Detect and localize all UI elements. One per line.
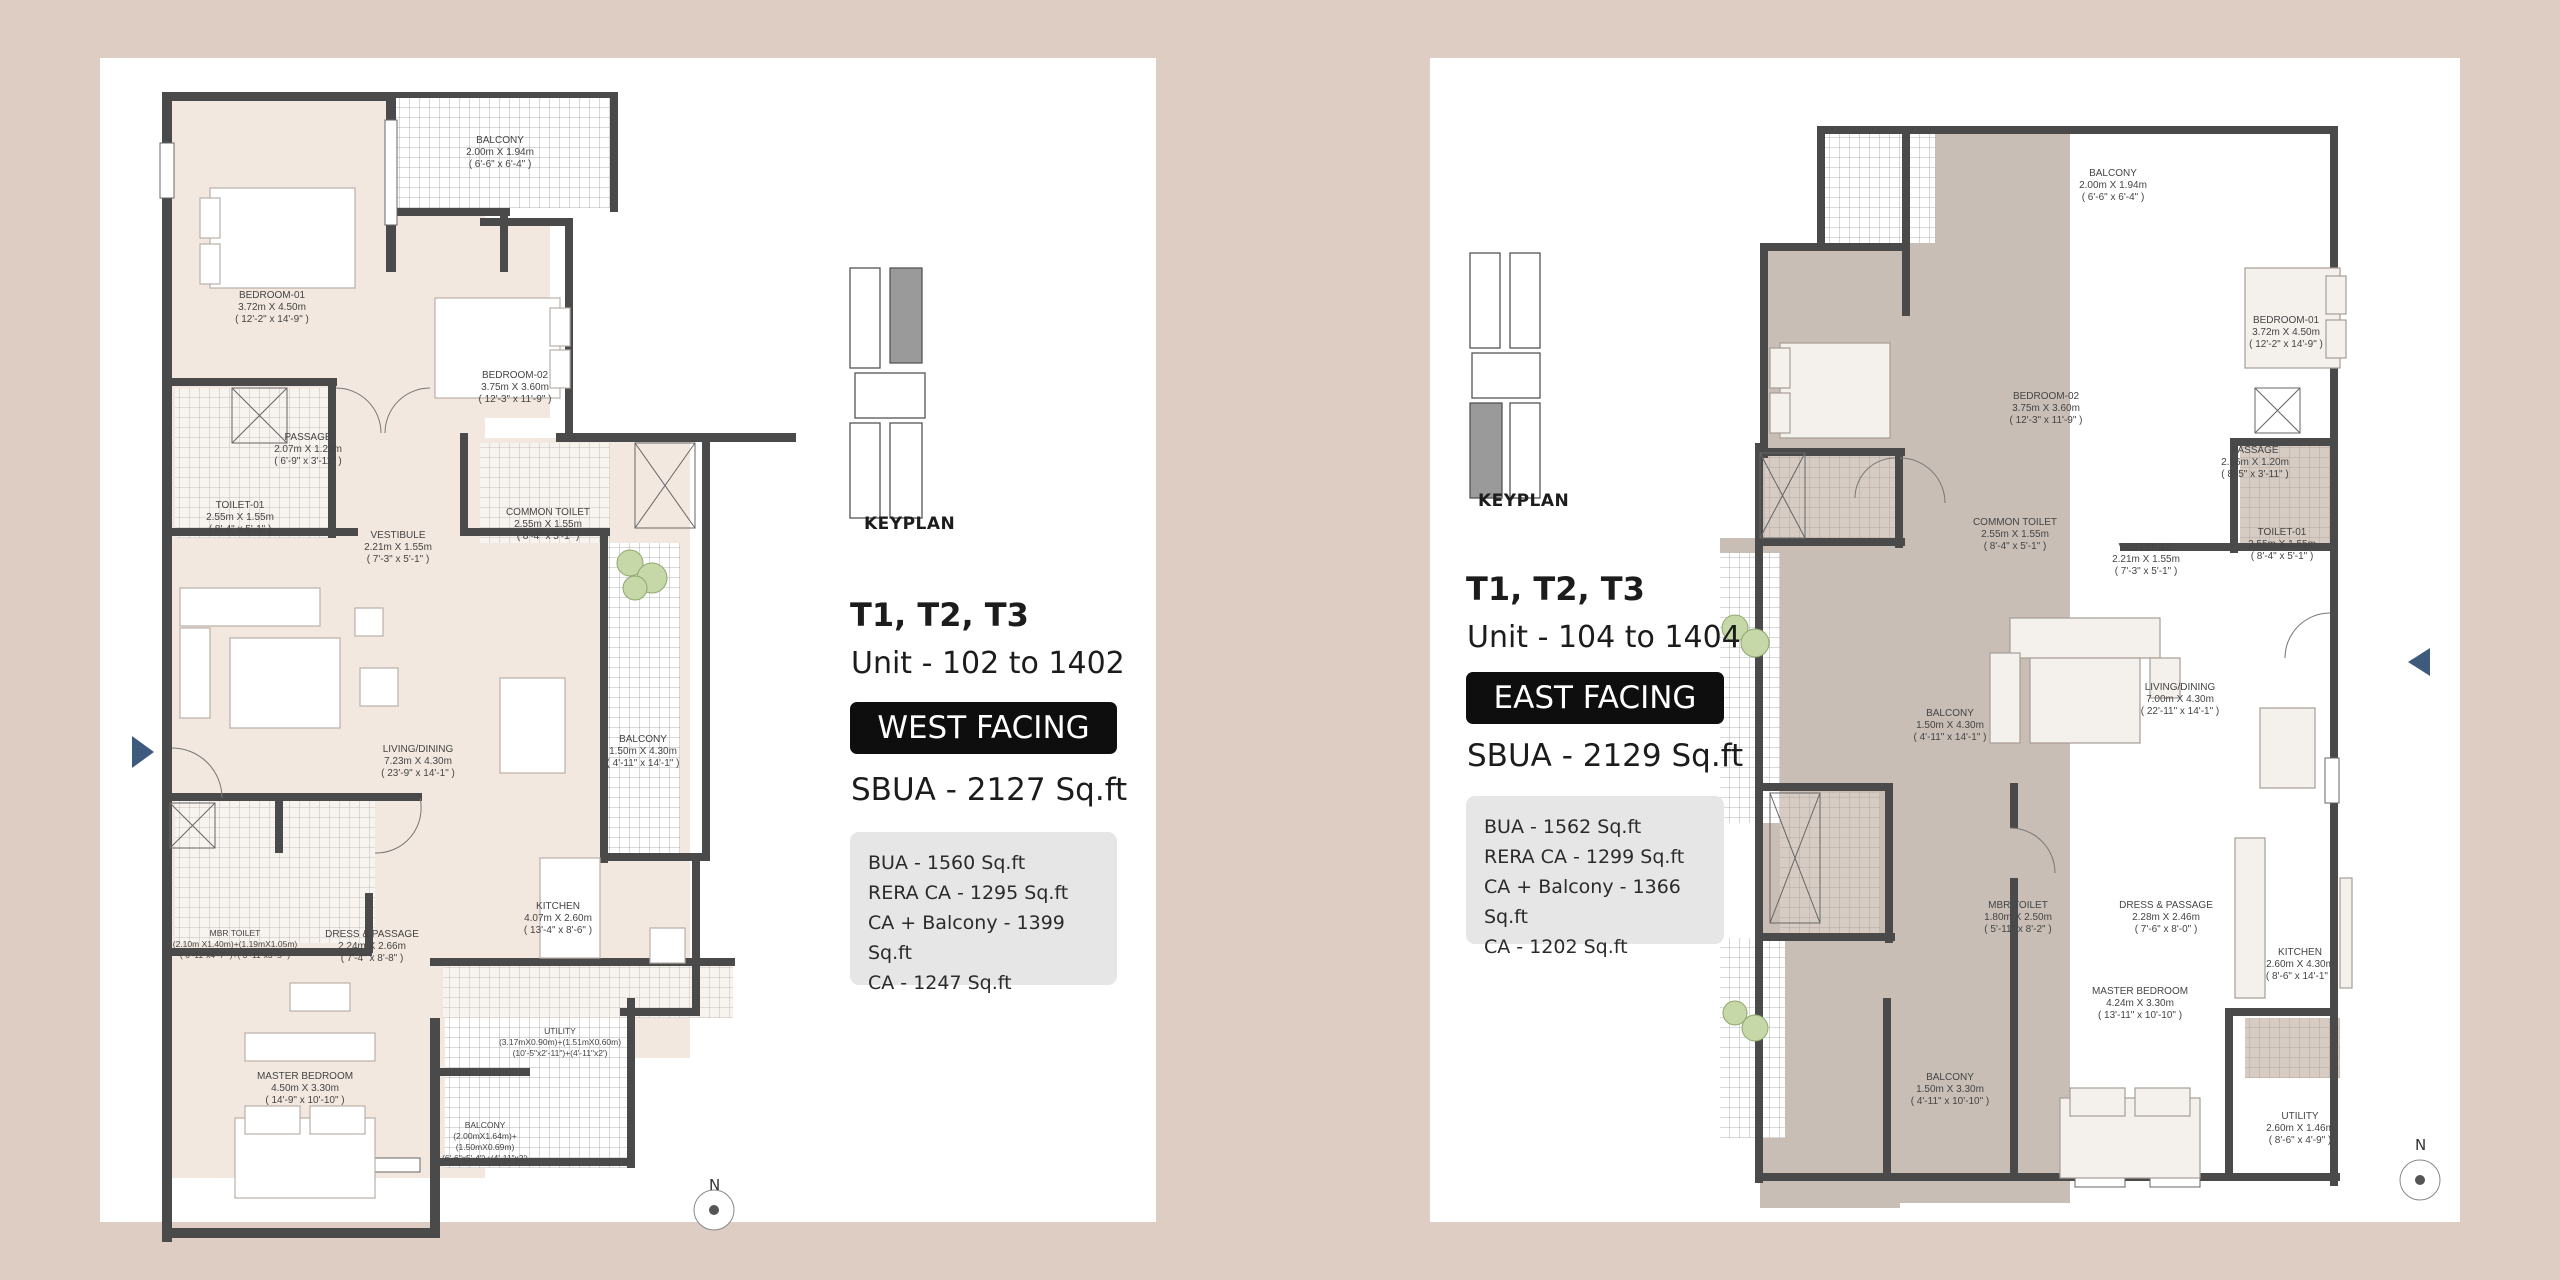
west-room-master: MASTER BEDROOM 4.50m X 3.30m ( 14'-9" x 10'-10" ) <box>256 1071 354 1106</box>
east-entry-marker <box>2408 648 2430 676</box>
west-unit-range: Unit - 102 to 1402 <box>851 646 1125 681</box>
west-room-utility: UTILITY (3.17mX0.90m)+(1.51mX0.60m) (10'-5"x2'-11")+(4'-11"x2') <box>498 1026 622 1058</box>
west-room-mbr-toilet: MBR TOILET (2.10m X1.40m)+(1.19mX1.05m) ( 6'-11"x4'-7" )+( 3'-11"x3'-5" ) <box>172 928 298 960</box>
east-towers: T1, T2, T3 <box>1466 570 1645 608</box>
east-room-toilet01: TOILET-01 2.55m X 1.55m ( 8'-4" x 5'-1" ) <box>2248 527 2316 562</box>
west-room-balcony-bottom: BALCONY (2.00mX1.64m)+ (1.50mX0.69m) (6'-6"x5'-4")+(4'-11"x2') <box>441 1120 529 1163</box>
east-room-dress: DRESS & PASSAGE 2.28m X 2.46m ( 7'-6" x 8'-0" ) <box>2119 900 2213 935</box>
east-area-rera-ca: RERA CA - 1299 Sq.ft <box>1484 846 1685 868</box>
east-room-bedroom01: BEDROOM-01 3.72m X 4.50m ( 12'-2" x 14'-9" ) <box>2249 315 2323 350</box>
east-room-passage: PASSAGE 2.56m X 1.20m ( 8'-5" x 3'-11" ) <box>2221 445 2289 480</box>
east-room-vestibule: VESTIBULE 2.21m X 1.55m ( 7'-3" x 5'-1" ) <box>2112 542 2180 577</box>
east-room-bedroom02: BEDROOM-02 3.75m X 3.60m ( 12'-3" x 11'-9" ) <box>2009 391 2083 426</box>
west-room-common-toilet: COMMON TOILET 2.55m X 1.55m ( 8'-4" x 5'-1" ) <box>505 507 591 542</box>
west-room-bedroom01: BEDROOM-01 3.72m X 4.50m ( 12'-2" x 14'-9" ) <box>235 290 309 325</box>
west-area-rera-ca: RERA CA - 1295 Sq.ft <box>868 882 1069 904</box>
west-facing-badge: WEST FACING <box>850 702 1117 754</box>
east-area-bua: BUA - 1562 Sq.ft <box>1484 816 1642 838</box>
west-sbua: SBUA - 2127 Sq.ft <box>851 772 1128 808</box>
west-area-ca-balcony: CA + Balcony - 1399 Sq.ft <box>868 912 1065 964</box>
east-area-ca: CA - 1202 Sq.ft <box>1484 936 1628 958</box>
west-towers: T1, T2, T3 <box>850 596 1029 634</box>
east-room-utility: UTILITY 2.60m X 1.46m ( 8'-6" x 4'-9" ) <box>2266 1111 2334 1146</box>
east-room-master: MASTER BEDROOM 4.24m X 3.30m ( 13'-11" x 10'-10" ) <box>2091 986 2189 1021</box>
west-room-balcony-top: BALCONY 2.00m X 1.94m ( 6'-6" x 6'-4" ) <box>466 135 534 170</box>
east-room-kitchen: KITCHEN 2.60m X 4.30m ( 8'-6" x 14'-1" ) <box>2265 947 2335 982</box>
west-keyplan <box>850 268 925 518</box>
west-north-arrow <box>694 1190 734 1230</box>
east-north-label: N <box>2415 1136 2427 1154</box>
west-room-living: LIVING/DINING 7.23m X 4.30m ( 23'-9" x 14'-1" ) <box>381 744 455 779</box>
west-room-kitchen: KITCHEN 4.07m X 2.60m ( 13'-4" x 8'-6" ) <box>523 901 593 936</box>
west-room-toilet01: TOILET-01 2.55m X 1.55m ( 8'-4" x 5'-1" ) <box>206 500 274 535</box>
east-keyplan-label: KEYPLAN <box>1478 491 1570 511</box>
east-room-balcony-mid: BALCONY 1.50m X 4.30m ( 4'-11" x 14'-1" ) <box>1913 708 1987 743</box>
west-area-bua: BUA - 1560 Sq.ft <box>868 852 1026 874</box>
west-floor-plan <box>100 58 1156 1222</box>
east-room-balcony-bottom: BALCONY 1.50m X 3.30m ( 4'-11" x 10'-10" ) <box>1910 1072 1990 1107</box>
west-north-label: N <box>709 1176 721 1194</box>
west-room-balcony-mid: BALCONY 1.50m X 4.30m ( 4'-11" x 14'-1" ) <box>606 734 680 769</box>
east-room-common-toilet: COMMON TOILET 2.55m X 1.55m ( 8'-4" x 5'-1" ) <box>1972 517 2058 552</box>
east-facing-panel <box>1430 58 2460 1222</box>
west-room-passage: PASSAGE 2.07m X 1.20m ( 6'-9" x 3'-11" ) <box>274 432 342 467</box>
east-facing-badge: EAST FACING <box>1466 672 1724 724</box>
west-keyplan-label: KEYPLAN <box>864 514 956 534</box>
east-sbua: SBUA - 2129 Sq.ft <box>1467 738 1744 774</box>
west-area-ca: CA - 1247 Sq.ft <box>868 972 1012 994</box>
east-keyplan <box>1470 253 1540 498</box>
west-facing-panel <box>100 58 1156 1222</box>
east-area-ca-balcony: CA + Balcony - 1366 Sq.ft <box>1484 876 1681 928</box>
west-room-dress: DRESS & PASSAGE 2.24m X 2.66m ( 7'-4" x 8'-8" ) <box>325 929 419 964</box>
east-room-balcony-top: BALCONY 2.00m X 1.94m ( 6'-6" x 6'-4" ) <box>2079 168 2147 203</box>
east-unit-range: Unit - 104 to 1404 <box>1467 620 1741 655</box>
east-room-living: LIVING/DINING 7.00m X 4.30m ( 22'-11" x 14'-1" ) <box>2140 682 2220 717</box>
east-room-mbr-toilet: MBR TOILET 1.80m X 2.50m ( 5'-11" x 8'-2" ) <box>1984 900 2052 935</box>
west-area-box <box>850 832 1117 994</box>
west-room-bedroom02: BEDROOM-02 3.75m X 3.60m ( 12'-3" x 11'-9" ) <box>478 370 552 405</box>
west-entry-marker <box>132 736 154 768</box>
west-room-vestibule: VESTIBULE 2.21m X 1.55m ( 7'-3" x 5'-1" ) <box>364 530 432 565</box>
east-area-box <box>1466 796 1724 958</box>
east-north-arrow <box>2400 1160 2440 1200</box>
